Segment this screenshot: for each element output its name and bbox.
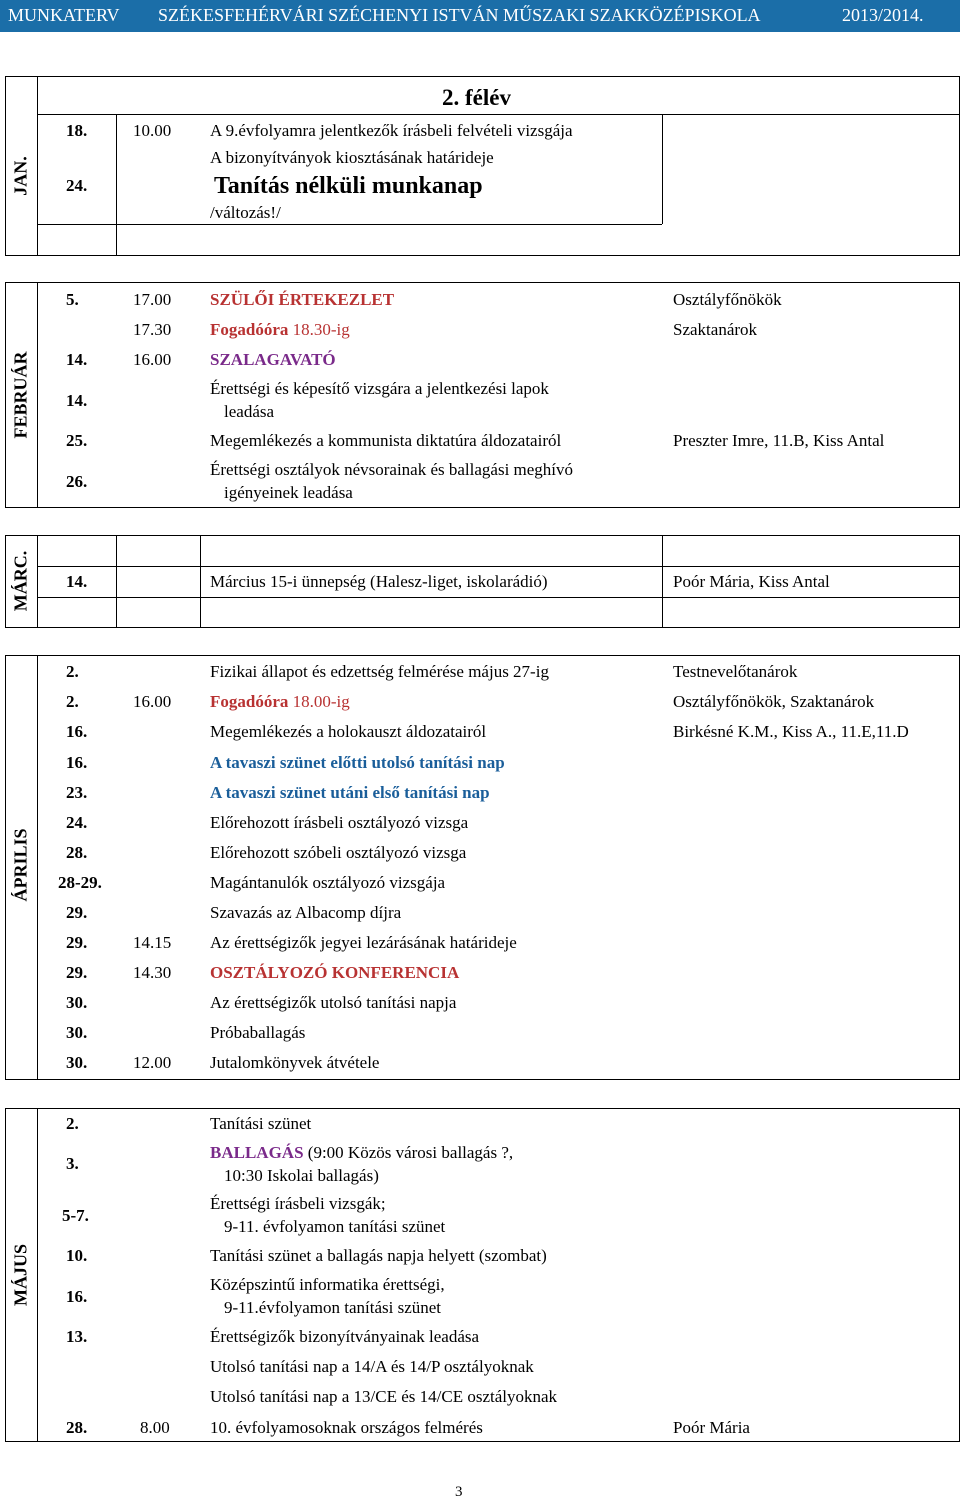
apr-r2-day: 2.: [66, 692, 79, 711]
feb-r3-day: 14.: [66, 350, 88, 369]
apr-r9-day: 29.: [66, 903, 88, 922]
apr-r1-day: 2.: [66, 662, 79, 681]
apr-r7-day: 28.: [66, 843, 88, 862]
month-may: MÁJUS: [10, 1244, 31, 1306]
jan-r2-line3: /változás!/: [210, 203, 281, 222]
apr-r6-text: Előrehozott írásbeli osztályozó vizsga: [210, 813, 469, 832]
feb-r5-day: 25.: [66, 431, 88, 450]
apr-r11-text: OSZTÁLYOZÓ KONFERENCIA: [210, 963, 460, 982]
apr-r10-day: 29.: [66, 933, 88, 952]
may-r6-day: 13.: [66, 1327, 88, 1346]
feb-r6-line1: Érettségi osztályok névsorainak és ballagási meghívó: [210, 460, 574, 479]
feb-r1-who: Osztályfőnökök: [673, 290, 782, 309]
apr-r9-text: Szavazás az Albacomp díjra: [210, 903, 402, 922]
jan-r1-day: 18.: [66, 121, 88, 140]
apr-r12-day: 30.: [66, 993, 88, 1012]
apr-r1-who: Testnevelőtanárok: [673, 662, 798, 681]
apr-r3-who: Birkésné K.M., Kiss A., 11.E,11.D: [673, 722, 909, 741]
apr-r13-day: 30.: [66, 1023, 88, 1042]
feb-r1-day: 5.: [66, 290, 79, 309]
feb-r2-time: 17.30: [133, 320, 172, 339]
feb-r5-text: Megemlékezés a kommunista diktatúra áldozatairól: [210, 431, 562, 450]
may-r2-day: 3.: [66, 1154, 79, 1173]
jan-r2-day: 24.: [66, 176, 88, 195]
may-r5-line1: Középszintű informatika érettségi,: [210, 1275, 445, 1294]
month-mar: MÁRC.: [10, 550, 31, 612]
apr-r14-day: 30.: [66, 1053, 88, 1072]
feb-r4-day: 14.: [66, 391, 88, 410]
may-r9-day: 28.: [66, 1418, 88, 1437]
may-r3-line2: 9-11. évfolyamon tanítási szünet: [224, 1217, 446, 1236]
feb-r2-text-a: Fogadóóra: [210, 320, 289, 339]
feb-r3-time: 16.00: [133, 350, 172, 369]
feb-r1-time: 17.00: [133, 290, 172, 309]
may-r8-text: Utolsó tanítási nap a 13/CE és 14/CE osztályoknak: [210, 1387, 558, 1406]
feb-r5-who: Preszter Imre, 11.B, Kiss Antal: [673, 431, 885, 450]
apr-r3-day: 16.: [66, 722, 88, 741]
may-r4-day: 10.: [66, 1246, 88, 1265]
may-r5-day: 16.: [66, 1287, 88, 1306]
apr-r7-text: Előrehozott szóbeli osztályozó vizsga: [210, 843, 467, 862]
apr-r10-time: 14.15: [133, 933, 172, 952]
apr-r8-text: Magántanulók osztályozó vizsgája: [210, 873, 446, 892]
may-r4-text: Tanítási szünet a ballagás napja helyett (szombat): [210, 1246, 547, 1265]
header-center: SZÉKESFEHÉRVÁRI SZÉCHENYI ISTVÁN MŰSZAKI SZAKKÖZÉPISKOLA: [158, 5, 761, 25]
mar-r1-day: 14.: [66, 572, 88, 591]
apr-r2-text-b: 18.00-ig: [288, 692, 350, 711]
feb-r6-line2: igényeinek leadása: [224, 483, 353, 502]
apr-r4-text: A tavaszi szünet előtti utolsó tanítási nap: [210, 753, 505, 772]
apr-r2-text-a: Fogadóóra: [210, 692, 289, 711]
apr-r14-text: Jutalomkönyvek átvétele: [210, 1053, 380, 1072]
apr-r4-day: 16.: [66, 753, 88, 772]
apr-r12-text: Az érettségizők utolsó tanítási napja: [210, 993, 457, 1012]
feb-r4-line2: leadása: [224, 402, 275, 421]
mar-r1-who: Poór Mária, Kiss Antal: [673, 572, 830, 591]
apr-r11-time: 14.30: [133, 963, 172, 982]
month-jan: JAN.: [10, 156, 31, 196]
feb-r3-text: SZALAGAVATÓ: [210, 350, 336, 369]
apr-r3-text: Megemlékezés a holokauszt áldozatairól: [210, 722, 487, 741]
apr-r5-text: A tavaszi szünet utáni első tanítási nap: [210, 783, 490, 802]
jan-r2-line2: Tanítás nélküli munkanap: [214, 173, 483, 199]
month-apr: ÁPRILIS: [10, 828, 31, 902]
may-r7-text: Utolsó tanítási nap a 14/A és 14/P osztályoknak: [210, 1357, 534, 1376]
apr-r2-time: 16.00: [133, 692, 172, 711]
may-r9-text: 10. évfolyamosoknak országos felmérés: [210, 1418, 483, 1437]
apr-r8-day: 28-29.: [58, 873, 102, 892]
may-r9-who: Poór Mária: [673, 1418, 750, 1437]
apr-r5-day: 23.: [66, 783, 88, 802]
feb-r4-line1: Érettségi és képesítő vizsgára a jelentkezési lapok: [210, 379, 549, 398]
apr-r14-time: 12.00: [133, 1053, 172, 1072]
month-feb: FEBRUÁR: [10, 351, 31, 439]
may-r5-line2: 9-11.évfolyamon tanítási szünet: [224, 1298, 442, 1317]
apr-r13-text: Próbaballagás: [210, 1023, 306, 1042]
may-r1-day: 2.: [66, 1114, 79, 1133]
jan-r1-text: A 9.évfolyamra jelentkezők írásbeli felvételi vizsgája: [210, 121, 573, 140]
apr-r10-text: Az érettségizők jegyei lezárásának határideje: [210, 933, 517, 952]
may-r3-line1: Érettségi írásbeli vizsgák;: [210, 1194, 386, 1213]
header-left: MUNKATERV: [8, 5, 120, 25]
may-r2-line1: (9:00 Közös városi ballagás ?,: [303, 1143, 514, 1162]
jan-r2-line1: A bizonyítványok kiosztásának határideje: [210, 148, 494, 167]
apr-r2-who: Osztályfőnökök, Szaktanárok: [673, 692, 875, 711]
feb-r2-text-b: 18.30-ig: [288, 320, 350, 339]
apr-r6-day: 24.: [66, 813, 88, 832]
may-r2-line2: 10:30 Iskolai ballagás): [224, 1166, 379, 1185]
page-number: 3: [455, 1484, 463, 1500]
jan-r1-time: 10.00: [133, 121, 172, 140]
may-r6-text: Érettségizők bizonyítványainak leadása: [210, 1327, 480, 1346]
apr-r11-day: 29.: [66, 963, 88, 982]
apr-r1-text: Fizikai állapot és edzettség felmérése május 27-ig: [210, 662, 549, 681]
semester-title: 2. félév: [442, 85, 511, 110]
apr-section: [5, 655, 960, 1080]
feb-r1-text: SZÜLŐI ÉRTEKEZLET: [210, 290, 395, 309]
may-r2-ballagas: BALLAGÁS: [210, 1143, 304, 1162]
may-r3-day: 5-7.: [62, 1206, 89, 1225]
may-r9-time: 8.00: [140, 1418, 170, 1437]
may-r1-text: Tanítási szünet: [210, 1114, 312, 1133]
feb-r6-day: 26.: [66, 472, 88, 491]
mar-r1-text: Március 15-i ünnepség (Halesz-liget, iskolarádió): [210, 572, 548, 591]
feb-r2-who: Szaktanárok: [673, 320, 758, 339]
header-right: 2013/2014.: [842, 5, 924, 25]
page-header: [0, 0, 960, 32]
